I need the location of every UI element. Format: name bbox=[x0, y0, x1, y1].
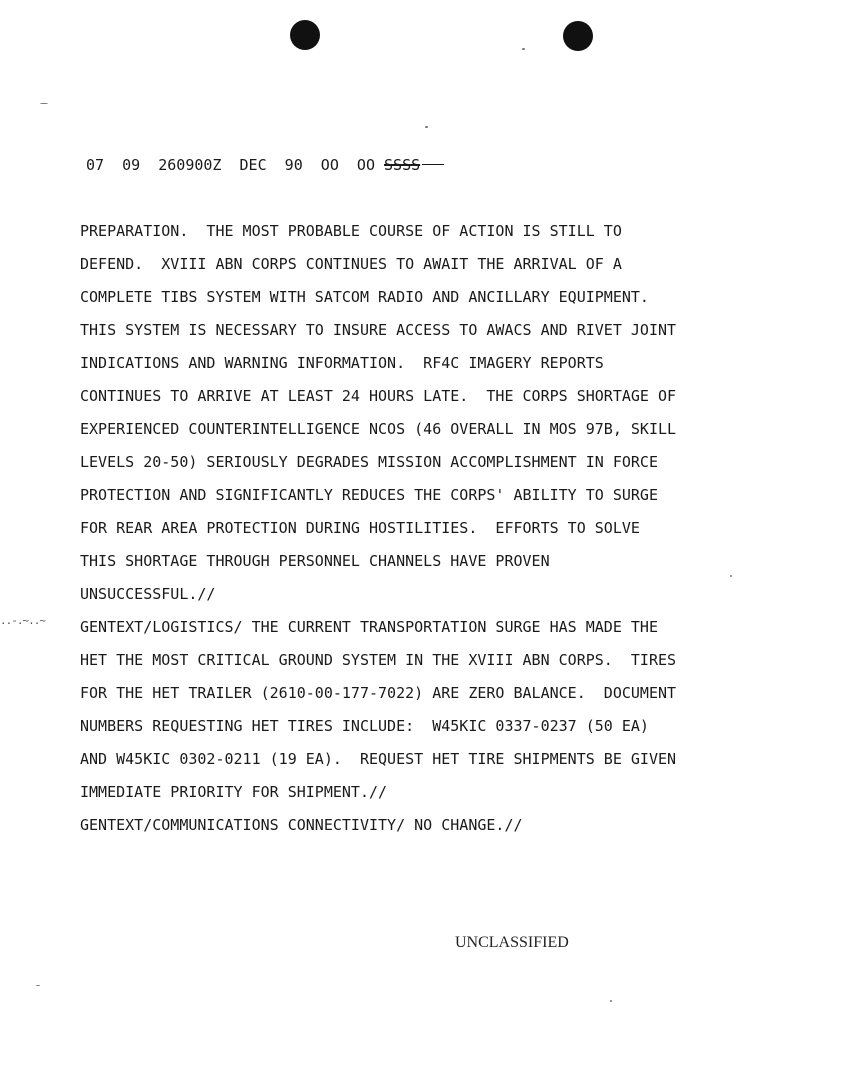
punch-hole-left bbox=[290, 20, 320, 50]
scan-speck bbox=[522, 48, 525, 50]
scan-speck bbox=[36, 985, 40, 986]
scan-speck bbox=[425, 126, 428, 128]
message-header-line bbox=[86, 156, 444, 174]
margin-scribble: ..-.~..~ bbox=[0, 614, 45, 627]
body-line: GENTEXT/COMMUNICATIONS CONNECTIVITY/ NO CHANGE.// bbox=[80, 816, 523, 834]
body-line: GENTEXT/LOGISTICS/ THE CURRENT TRANSPORTATION SURGE HAS MADE THE bbox=[80, 618, 658, 636]
body-line: INDICATIONS AND WARNING INFORMATION. RF4C IMAGERY REPORTS bbox=[80, 354, 604, 372]
header-struck-text: SSSS bbox=[384, 156, 421, 174]
scan-speck bbox=[730, 575, 732, 577]
body-line: HET THE MOST CRITICAL GROUND SYSTEM IN THE XVIII ABN CORPS. TIRES bbox=[80, 651, 677, 669]
body-line: THIS SHORTAGE THROUGH PERSONNEL CHANNELS HAVE PROVEN bbox=[80, 552, 550, 570]
body-line: LEVELS 20-50) SERIOUSLY DEGRADES MISSION ACCOMPLISHMENT IN FORCE bbox=[80, 453, 658, 471]
body-line: COMPLETE TIBS SYSTEM WITH SATCOM RADIO AND ANCILLARY EQUIPMENT. bbox=[80, 288, 649, 306]
strike-tail bbox=[422, 164, 444, 165]
body-line: FOR REAR AREA PROTECTION DURING HOSTILITIES. EFFORTS TO SOLVE bbox=[80, 519, 640, 537]
body-line: PROTECTION AND SIGNIFICANTLY REDUCES THE CORPS' ABILITY TO SURGE bbox=[80, 486, 658, 504]
body-line: CONTINUES TO ARRIVE AT LEAST 24 HOURS LATE. THE CORPS SHORTAGE OF bbox=[80, 387, 677, 405]
header-dtg: 07 09 260900Z DEC 90 OO OO bbox=[86, 156, 375, 174]
body-line: UNSUCCESSFUL.// bbox=[80, 585, 216, 603]
scan-speck bbox=[40, 103, 48, 104]
classification-footer: UNCLASSIFIED bbox=[455, 934, 569, 951]
scan-speck bbox=[610, 1000, 612, 1002]
body-line: DEFEND. XVIII ABN CORPS CONTINUES TO AWAIT THE ARRIVAL OF A bbox=[80, 255, 622, 273]
body-line: NUMBERS REQUESTING HET TIRES INCLUDE: W45KIC 0337-0237 (50 EA) bbox=[80, 717, 649, 735]
body-line: FOR THE HET TRAILER (2610-00-177-7022) ARE ZERO BALANCE. DOCUMENT bbox=[80, 684, 677, 702]
punch-hole-right bbox=[563, 21, 593, 51]
body-line: IMMEDIATE PRIORITY FOR SHIPMENT.// bbox=[80, 783, 388, 801]
body-line: AND W45KIC 0302-0211 (19 EA). REQUEST HET TIRE SHIPMENTS BE GIVEN bbox=[80, 750, 677, 768]
body-line: EXPERIENCED COUNTERINTELLIGENCE NCOS (46 OVERALL IN MOS 97B, SKILL bbox=[80, 420, 677, 438]
body-line: THIS SYSTEM IS NECESSARY TO INSURE ACCESS TO AWACS AND RIVET JOINT bbox=[80, 321, 677, 339]
message-body bbox=[80, 221, 780, 848]
body-line: PREPARATION. THE MOST PROBABLE COURSE OF ACTION IS STILL TO bbox=[80, 222, 622, 240]
